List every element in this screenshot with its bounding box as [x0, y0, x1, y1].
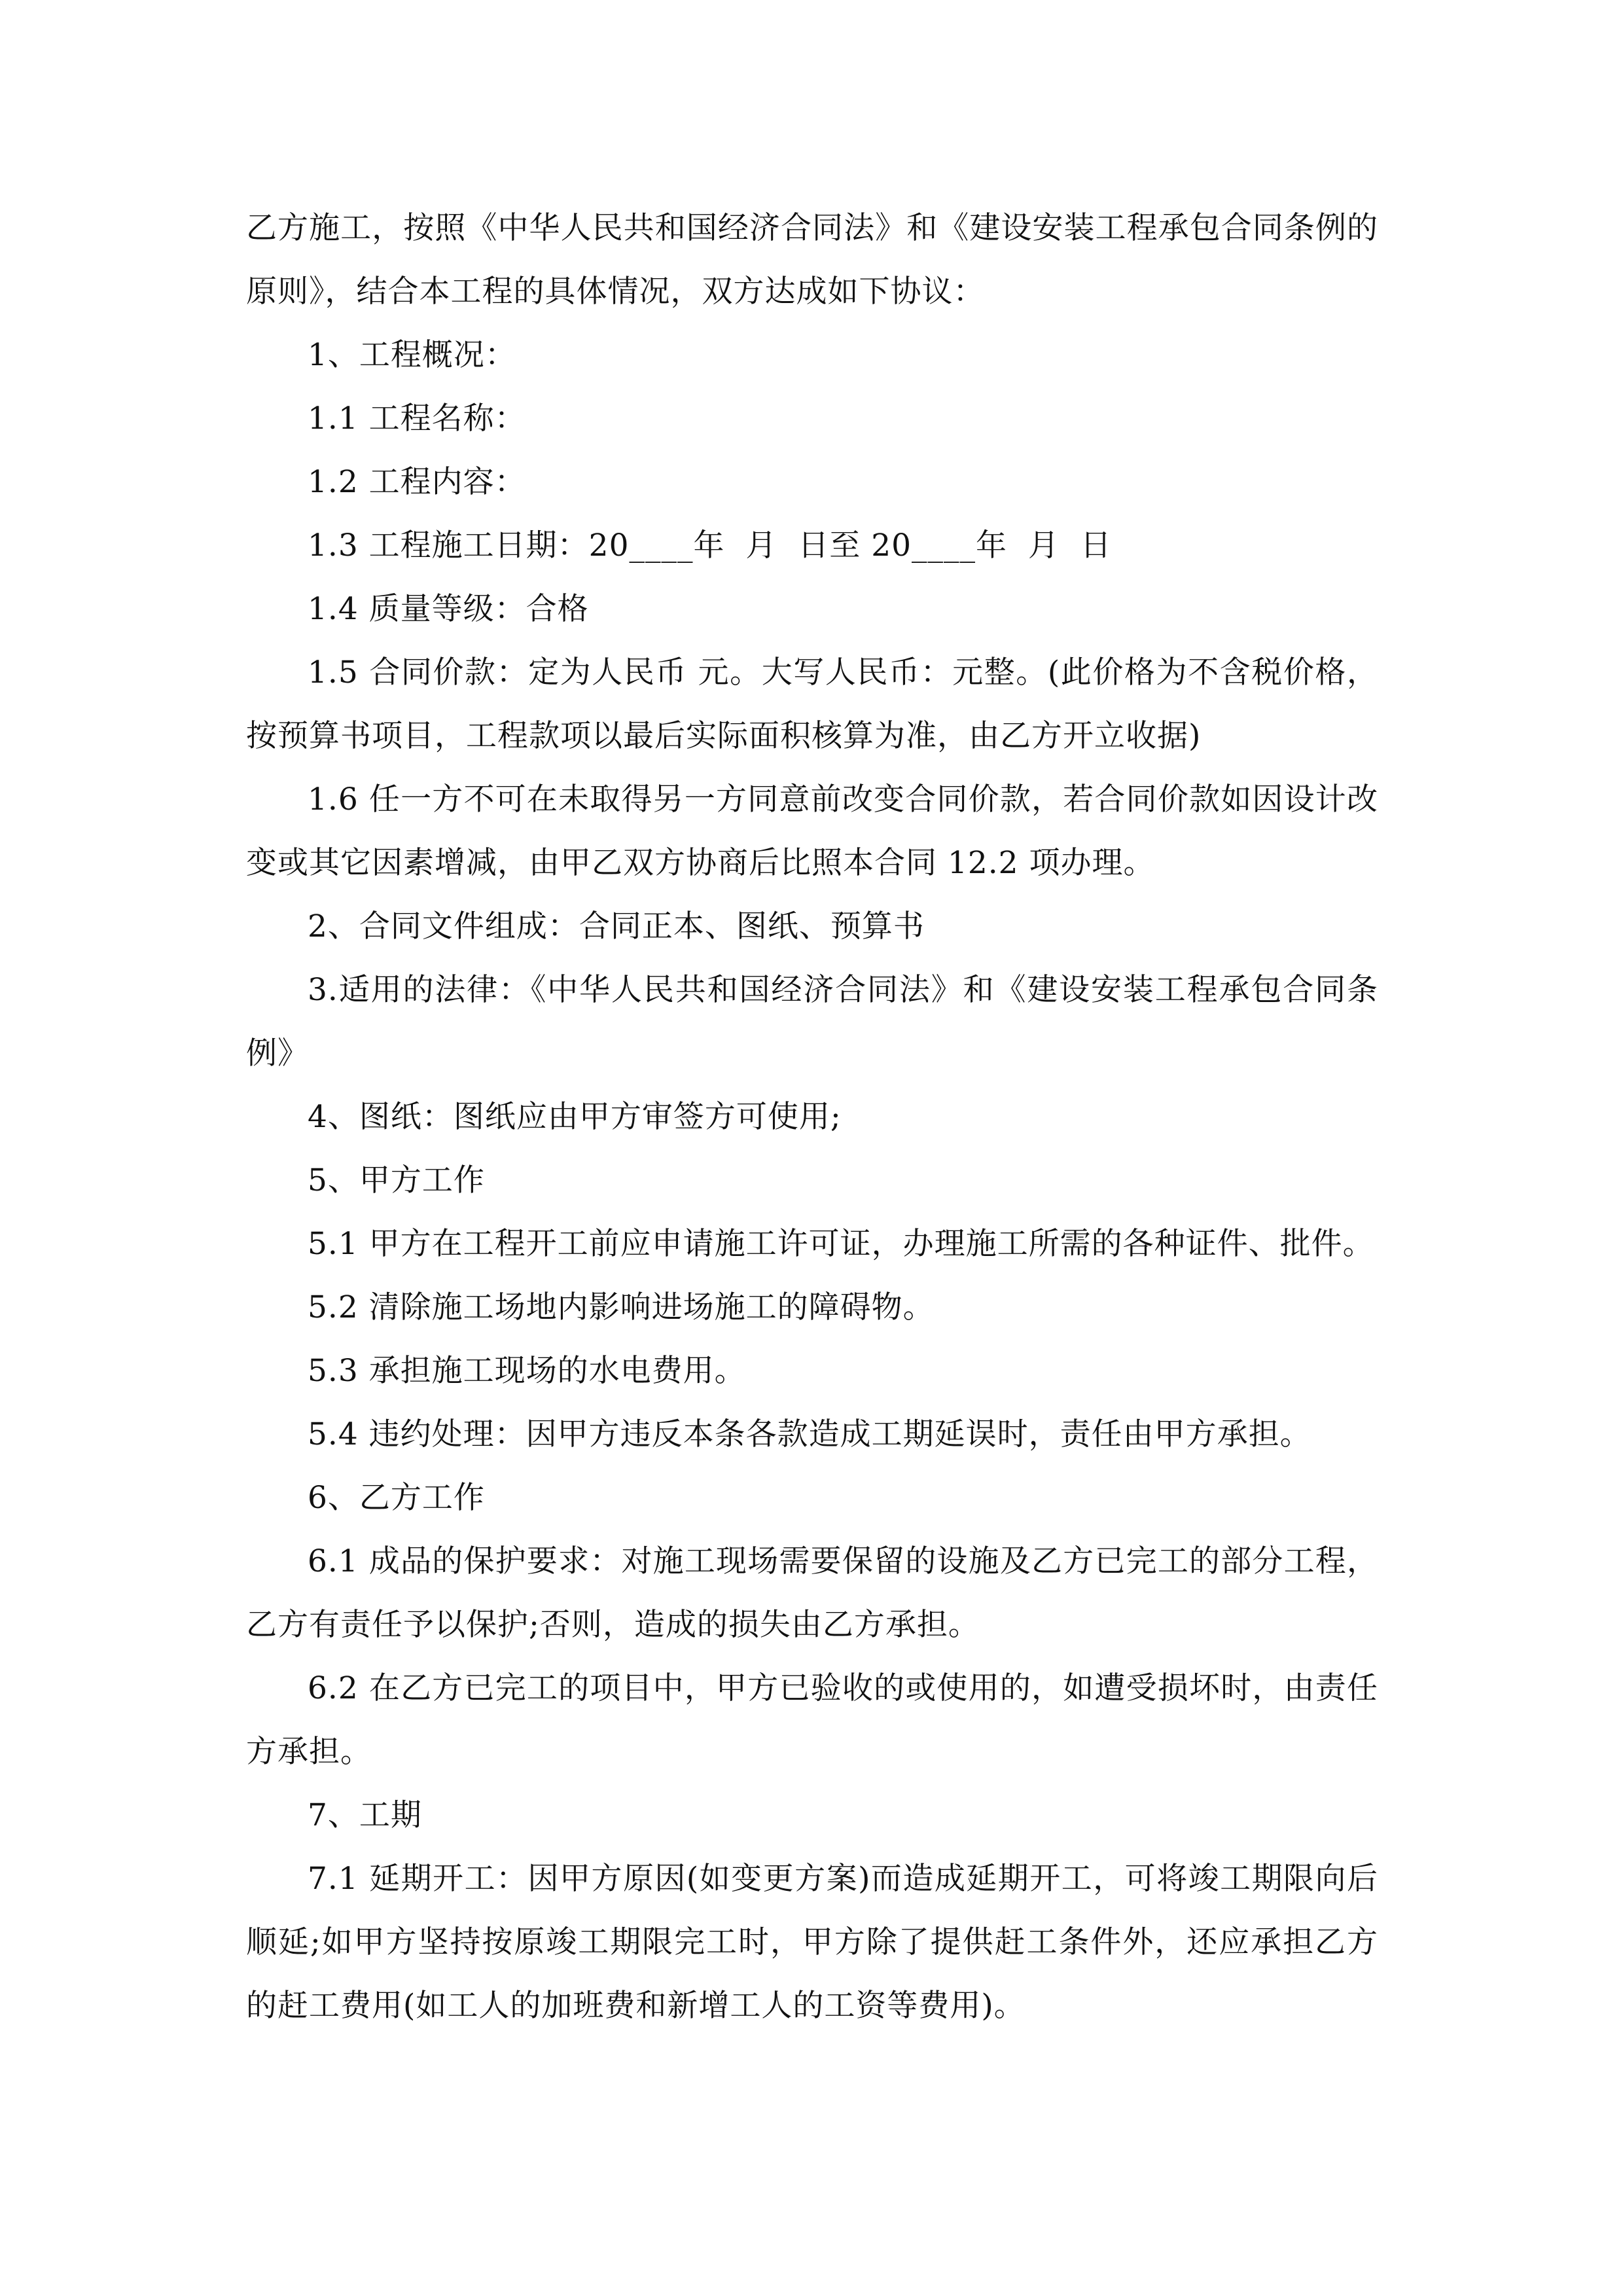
paragraph-7-1: 7.1 延期开工：因甲方原因(如变更方案)而造成延期开工，可将竣工期限向后顺延;如甲方坚持按原竣工期限完工时，甲方除了提供赶工条件外，还应承担乙方的赶工费用(如工人的加班费和新增工人的工资等费用)。	[246, 1861, 1378, 2024]
paragraph-section-7-heading: 7、工期	[308, 1797, 422, 1833]
paragraph-1-6-price-change: 1.6 任一方不可在未取得另一方同意前改变合同价款，若合同价款如因设计改变或其它因素增减，由甲乙双方协商后比照本合同 12.2 项办理。	[246, 781, 1378, 881]
paragraph-4-drawings: 4、图纸：图纸应由甲方审签方可使用;	[308, 1099, 842, 1135]
paragraph-section-1-heading: 1、工程概况：	[308, 337, 516, 373]
paragraph-5-4: 5.4 违约处理：因甲方违反本条各款造成工期延误时，责任由甲方承担。	[308, 1416, 1311, 1452]
paragraph-section-5-heading: 5、甲方工作	[308, 1162, 485, 1198]
paragraph-1-4-quality-grade: 1.4 质量等级：合格	[308, 591, 589, 627]
paragraph-intro: 乙方施工，按照《中华人民共和国经济合同法》和《建设安装工程承包合同条例的原则》，结合本工程的具体情况，双方达成如下协议：	[246, 210, 1378, 310]
paragraph-1-5-contract-price: 1.5 合同价款：定为人民币 元。大写人民币：元整。(此价格为不含税价格，按预算书项目，工程款项以最后实际面积核算为准，由乙方开立收据)	[246, 655, 1378, 754]
paragraph-section-6-heading: 6、乙方工作	[308, 1480, 485, 1516]
paragraph-6-2: 6.2 在乙方已完工的项目中，甲方已验收的或使用的，如遭受损坏时，由责任方承担。	[246, 1670, 1378, 1770]
paragraph-2-contract-documents: 2、合同文件组成：合同正本、图纸、预算书	[308, 908, 925, 944]
paragraph-5-1: 5.1 甲方在工程开工前应申请施工许可证，办理施工所需的各种证件、批件。	[308, 1226, 1374, 1262]
paragraph-1-2-project-content: 1.2 工程内容：	[308, 464, 526, 500]
paragraph-6-1: 6.1 成品的保护要求：对施工现场需要保留的设施及乙方已完工的部分工程，乙方有责任予以保护;否则，造成的损失由乙方承担。	[246, 1543, 1378, 1643]
paragraph-1-3-construction-dates: 1.3 工程施工日期：20____年 月 日至 20____年 月 日	[308, 528, 1112, 564]
paragraph-5-3: 5.3 承担施工现场的水电费用。	[308, 1353, 746, 1389]
paragraph-1-1-project-name: 1.1 工程名称：	[308, 401, 526, 437]
paragraph-5-2: 5.2 清除施工场地内影响进场施工的障碍物。	[308, 1289, 935, 1325]
paragraph-3-applicable-law: 3.适用的法律：《中华人民共和国经济合同法》和《建设安装工程承包合同条例》	[246, 972, 1378, 1071]
document-body	[246, 196, 1378, 2037]
